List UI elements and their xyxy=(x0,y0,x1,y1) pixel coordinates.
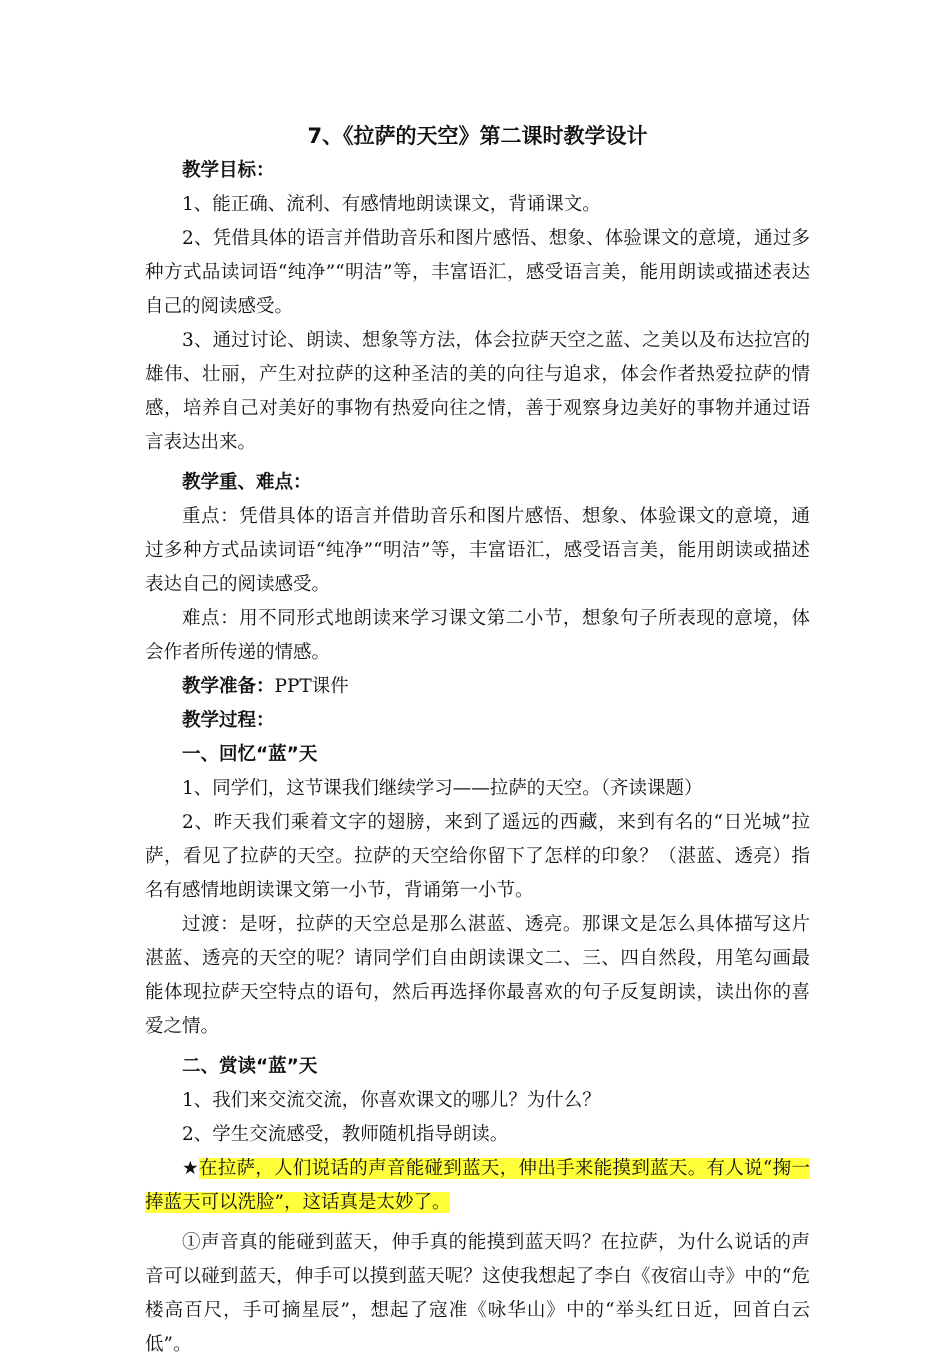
document-title: 7、《拉萨的天空》第二课时教学设计 xyxy=(307,124,648,148)
goal-3: 3、通过讨论、朗读、想象等方法，体会拉萨天空之蓝、之美以及布达拉宫的雄伟、壮丽，产生对拉萨的这种圣洁的美的向往与追求，体会作者热爱拉萨的情感，培养自己对美好的事物有热爱向往之情，善于观察身边美好的事物并通过语言表达出来。 xyxy=(145,330,810,453)
goal-1: 1、能正确、流利、有感情地朗读课文，背诵课文。 xyxy=(182,194,601,215)
key-point: 重点：凭借具体的语言并借助音乐和图片感悟、想象、体验课文的意境，通过多种方式品读词语“纯净”“明洁”等，丰富语汇，感受语言美，能用朗读或描述表达自己的阅读感受。 xyxy=(145,506,810,595)
preparation-line xyxy=(145,670,810,704)
goals-heading: 教学目标： xyxy=(182,160,275,181)
section-1-para-1: 1、同学们，这节课我们继续学习——拉萨的天空。（齐读课题） xyxy=(182,778,703,799)
preparation-value: PPT课件 xyxy=(274,676,349,697)
key-difficult-heading: 教学重、难点： xyxy=(182,472,312,493)
star-icon: ★ xyxy=(182,1158,199,1179)
section-1-para-2: 2、昨天我们乘着文字的翅膀，来到了遥远的西藏，来到有名的“日光城”拉萨，看见了拉萨的天空。拉萨的天空给你留下了怎样的印象？（湛蓝、透亮）指名有感情地朗读课文第一小节，背诵第一小节。 xyxy=(145,812,810,901)
section-1-heading: 一、回忆“蓝”天 xyxy=(182,744,318,765)
section-2-para-3: ①声音真的能碰到蓝天，伸手真的能摸到蓝天吗？在拉萨，为什么说话的声音可以碰到蓝天，伸手可以摸到蓝天呢？这使我想起了李白《夜宿山寺》中的“危楼高百尺，手可摘星辰”，想起了寇准《咏华山》中的“举头红日近，回首白云低”。 xyxy=(145,1232,810,1355)
section-1-transition: 过渡：是呀，拉萨的天空总是那么湛蓝、透亮。那课文是怎么具体描写这片湛蓝、透亮的天空的呢？请同学们自由朗读课文二、三、四自然段，用笔勾画最能体现拉萨天空特点的语句，然后再选择你最喜欢的句子反复朗读，读出你的喜爱之情。 xyxy=(145,914,810,1037)
difficult-point: 难点：用不同形式地朗读来学习课文第二小节，想象句子所表现的意境，体会作者所传递的情感。 xyxy=(145,608,810,663)
goal-2: 2、凭借具体的语言并借助音乐和图片感悟、想象、体验课文的意境，通过多种方式品读词语“纯净”“明洁”等，丰富语汇，感受语言美，能用朗读或描述表达自己的阅读感受。 xyxy=(145,228,810,317)
section-2-heading: 二、赏读“蓝”天 xyxy=(182,1056,318,1077)
document-page xyxy=(145,118,810,1362)
highlighted-quote-line xyxy=(145,1152,810,1220)
section-2-para-2: 2、学生交流感受，教师随机指导朗读。 xyxy=(182,1124,509,1145)
section-2-para-1: 1、我们来交流交流，你喜欢课文的哪儿？为什么？ xyxy=(182,1090,601,1111)
highlighted-quote: 在拉萨，人们说话的声音能碰到蓝天，伸出手来能摸到蓝天。有人说“掬一捧蓝天可以洗脸”，这话真是太妙了。 xyxy=(145,1158,810,1213)
process-heading: 教学过程： xyxy=(182,710,275,731)
preparation-label: 教学准备： xyxy=(182,676,275,697)
